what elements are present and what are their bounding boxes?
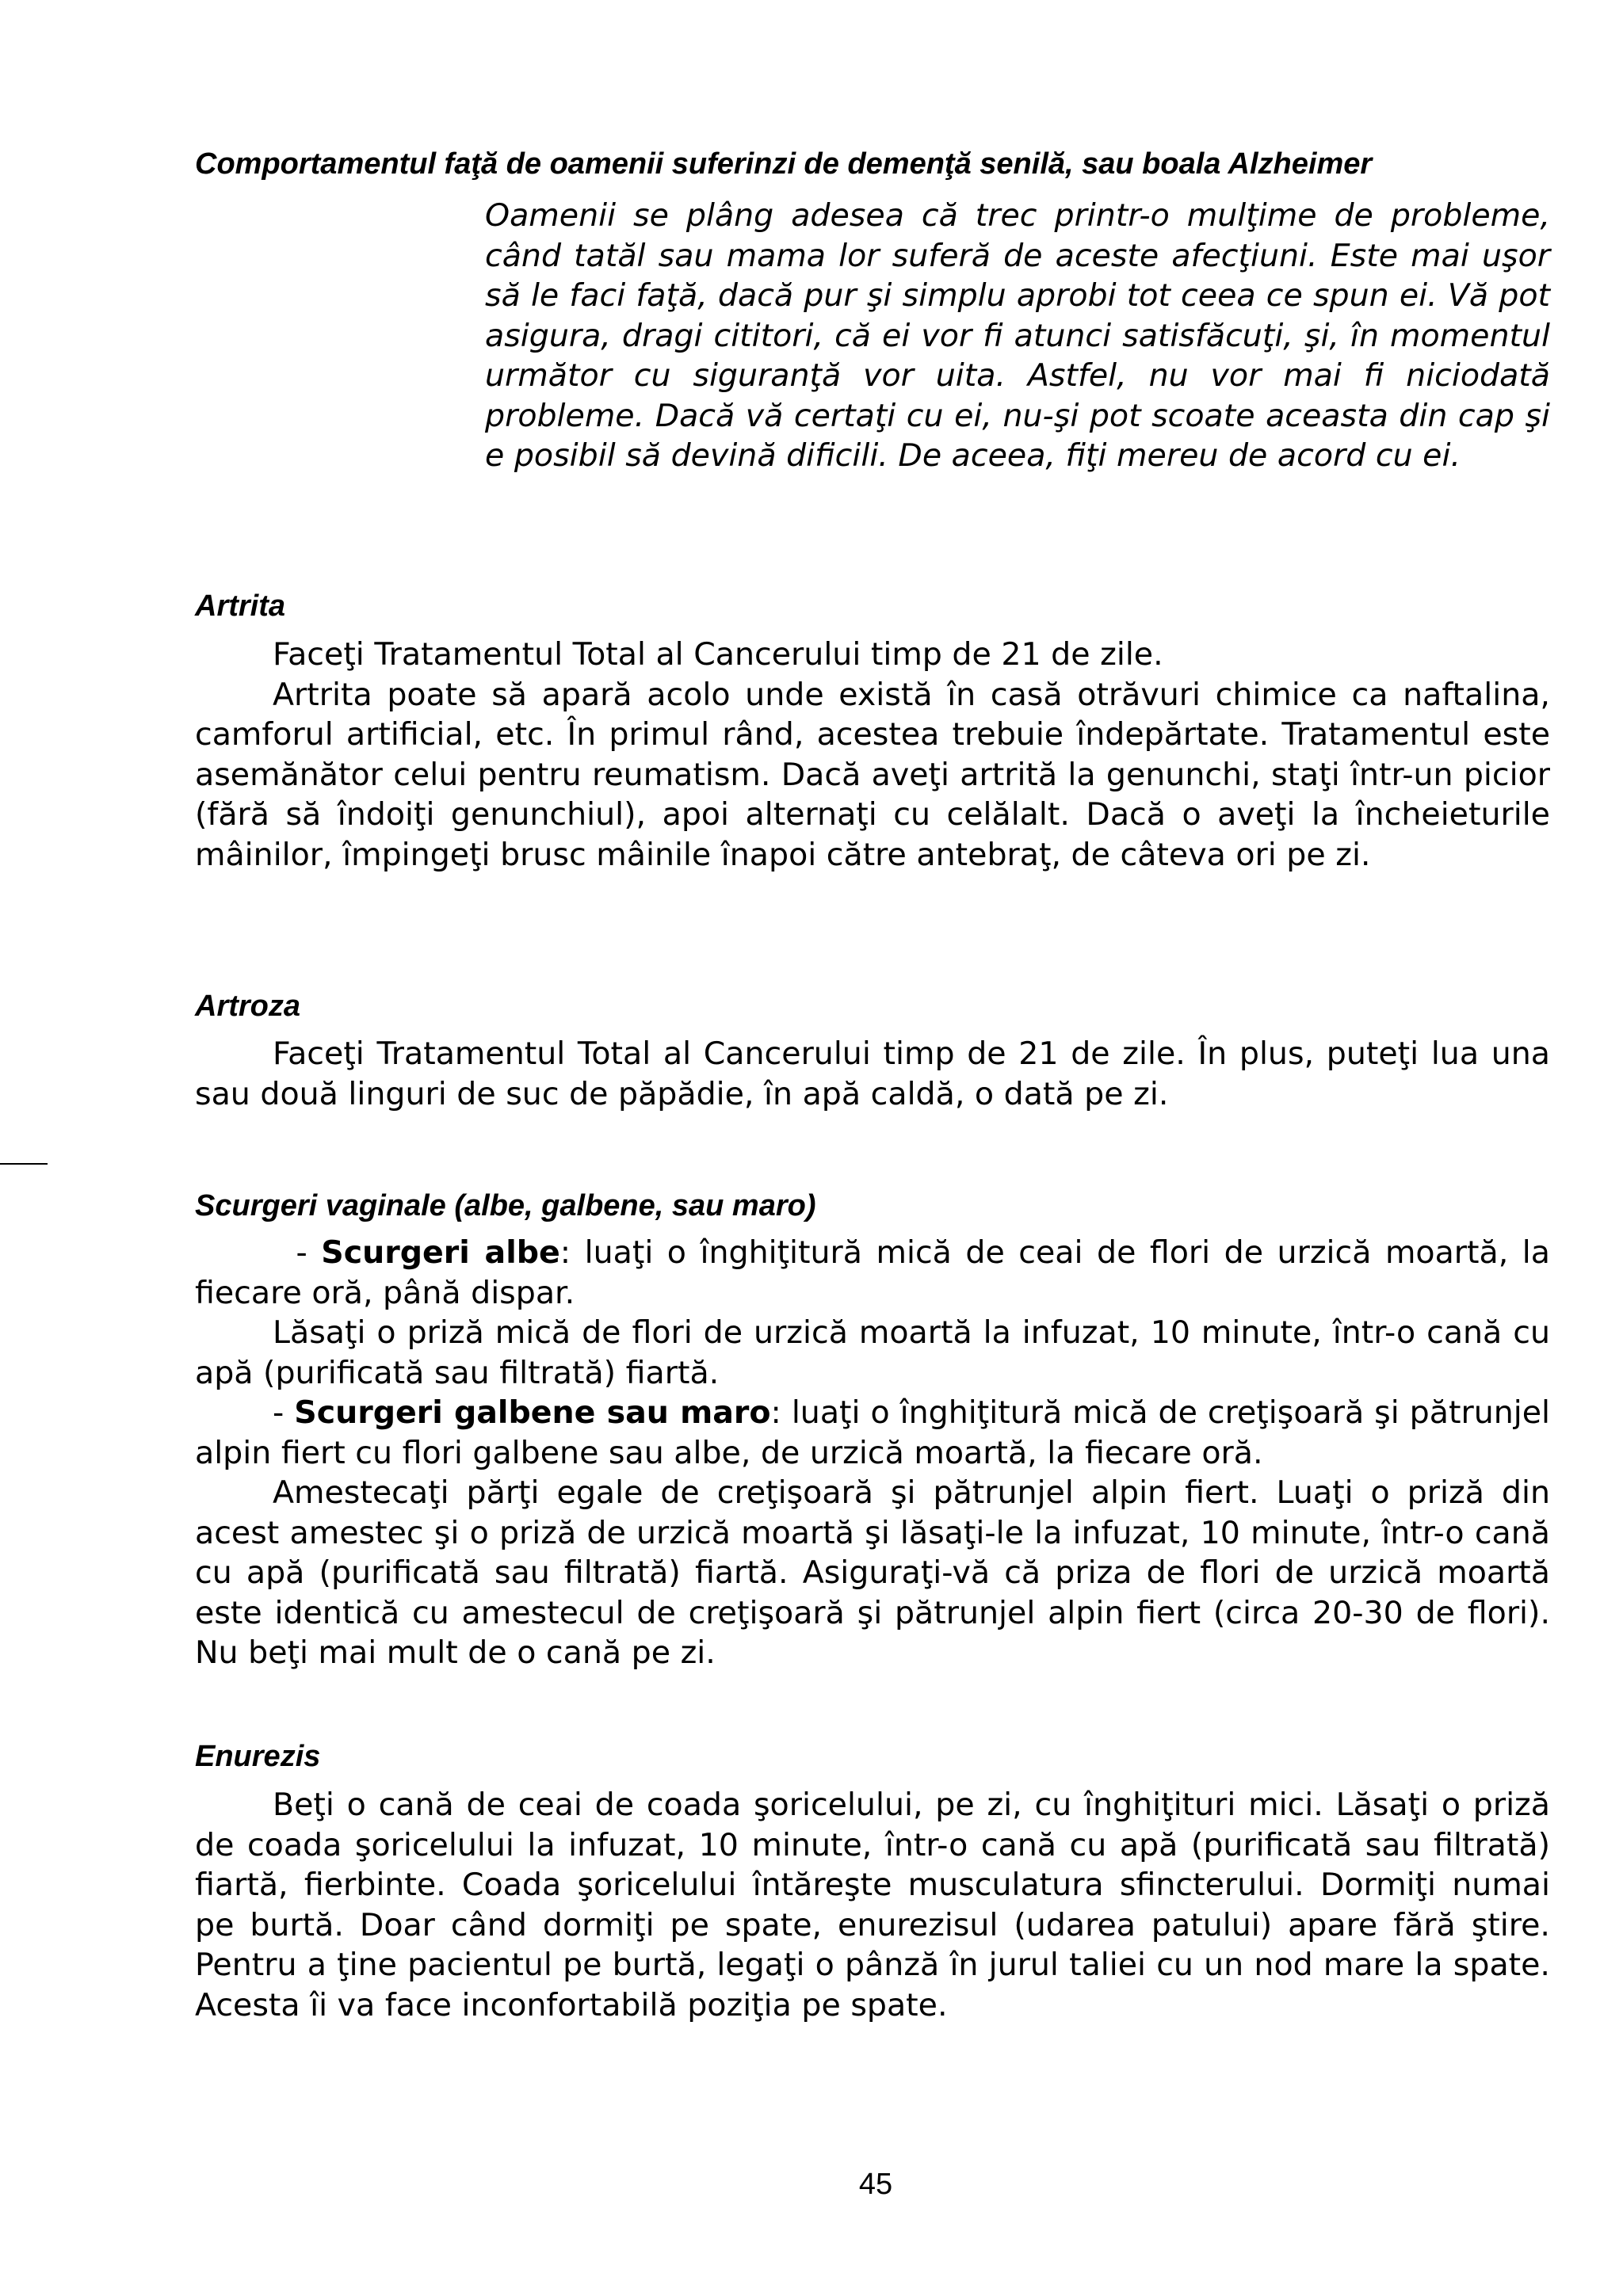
scurgeri-albe-prefix: - xyxy=(282,1234,322,1271)
artroza-body xyxy=(195,1034,1550,1114)
artrita-body xyxy=(195,635,1550,875)
artrita-paragraph-2: Artrita poate să apară acolo unde există în casă otrăvuri chimice ca naftalina, camforul artificial, etc. În primul rând, acestea trebuie îndepărtate. Tratamentul este asemănător celui pentru reumatism. Dacă aveţi artrită la genunchi, staţi într-un picior (fără să îndoiţi genunchiul), apoi alternaţi cu celălalt. Dacă o aveţi la încheieturile mâinilor, împingeţi brusc mâinile înapoi către antebraţ, de câteva ori pe zi. xyxy=(195,676,1550,873)
alzheimer-quote: Oamenii se plâng adesea că trec printr-o mulţime de probleme, când tatăl sau mama lor suferă de aceste afecţiuni. Este mai uşor să le faci faţă, dacă pur şi simplu aprobi tot ceea ce spun ei. Vă pot asigura, dragi cititori, că ei vor fi atunci satisfăcuţi, şi, în momentul următor cu siguranţă vor uita. Astfel, nu vor mai fi niciodată probleme. Dacă vă certaţi cu ei, nu-şi pot scoate aceasta din cap şi e posibil să devină dificili. De aceea, fiţi mereu de acord cu ei. xyxy=(485,197,1550,474)
section-heading-artroza: Artroza xyxy=(195,990,301,1023)
margin-line xyxy=(0,1163,48,1165)
enurezis-body xyxy=(195,1785,1550,2025)
section-heading-alzheimer: Comportamentul faţă de oamenii suferinzi de demenţă senilă, sau boala Alzheimer xyxy=(195,147,1373,181)
scurgeri-albe-followup: Lăsaţi o priză mică de flori de urzică moartă la infuzat, 10 minute, într-o cană cu apă (purificată sau filtrată) fiartă. xyxy=(195,1314,1550,1391)
artrita-paragraph-1: Faceţi Tratamentul Total al Cancerului timp de 21 de zile. xyxy=(273,636,1163,673)
page-number: 45 xyxy=(858,2168,893,2201)
artroza-paragraph-1: Faceţi Tratamentul Total al Cancerului timp de 21 de zile. În plus, puteţi lua una sau două linguri de suc de păpădie, în apă caldă, o dată pe zi. xyxy=(195,1035,1550,1112)
section-heading-scurgeri: Scurgeri vaginale (albe, galbene, sau maro) xyxy=(195,1189,816,1222)
section-heading-artrita: Artrita xyxy=(195,589,286,623)
scurgeri-galbene-text: : luaţi o înghiţitură mică de creţişoară şi pătrunjel alpin fiert cu flori galbene sau albe, de urzică moartă, la fiecare oră. xyxy=(195,1394,1551,1471)
scurgeri-galbene-label: Scurgeri galbene sau maro xyxy=(294,1394,771,1431)
section-heading-enurezis: Enurezis xyxy=(195,1740,321,1773)
scurgeri-body xyxy=(195,1233,1550,1673)
enurezis-paragraph-1: Beţi o cană de ceai de coada şoricelului, pe zi, cu înghiţituri mici. Lăsaţi o priză de coada şoricelului la infuzat, 10 minute, într-o cană cu apă (purificată sau filtrată) fiartă, fierbinte. Coada şoricelului întăreşte musculatura sfincterului. Dormiţi numai pe burtă. Doar când dormiţi pe spate, enurezisul (udarea patului) apare fără ştire. Pentru a ţine pacientul pe burtă, legaţi o pânză în jurul taliei cu un nod mare la spate. Acesta îi va face inconfortabilă poziţia pe spate. xyxy=(195,1787,1550,2023)
scurgeri-galbene-followup: Amestecaţi părţi egale de creţişoară şi pătrunjel alpin fiert. Luaţi o priză din acest amestec şi o priză de urzică moartă şi lăsaţi-le la infuzat, 10 minute, într-o cană cu apă (purificată sau filtrată) fiartă. Asiguraţi-vă că priza de flori de urzică moartă este identică cu amestecul de creţişoară şi pătrunjel alpin fiert (circa 20-30 de flori). Nu beţi mai mult de o cană pe zi. xyxy=(195,1474,1550,1671)
scurgeri-albe-paragraph xyxy=(195,1233,1550,1313)
scurgeri-albe-label: Scurgeri albe xyxy=(321,1234,560,1271)
scurgeri-galbene-prefix: - xyxy=(273,1394,295,1431)
scurgeri-galbene-paragraph xyxy=(195,1393,1550,1473)
scurgeri-albe-text: : luaţi o înghiţitură mică de ceai de flori de urzică moartă, la fiecare oră, până dispar. xyxy=(195,1234,1550,1311)
